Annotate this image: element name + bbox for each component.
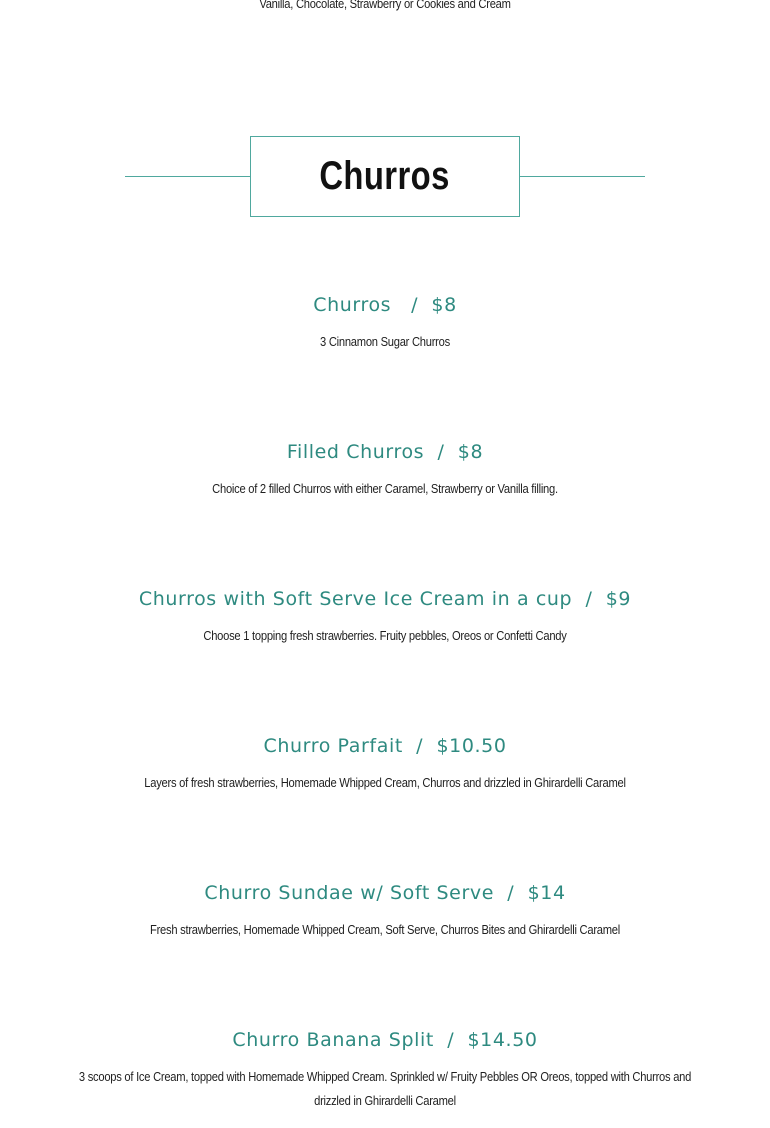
menu-item-description: [45, 1065, 724, 1113]
menu-item-description: Choice of 2 filled Churros with either Caramel, Strawberry or Vanilla filling.: [212, 481, 558, 496]
menu-item-description: Fresh strawberries, Homemade Whipped Cream, Soft Serve, Churros Bites and Ghirardelli Caramel: [150, 922, 620, 937]
menu-item-name: Churro Sundae w/ Soft Serve: [204, 882, 495, 904]
menu-item-title: [0, 733, 770, 759]
menu-item-name: Churros: [313, 294, 392, 316]
menu-item-churros: [0, 292, 770, 354]
price-separator: /: [424, 441, 458, 463]
menu-item-churro-sundae: [0, 880, 770, 942]
price-separator: /: [494, 882, 528, 904]
menu-item-description-line: 3 scoops of Ice Cream, topped with Homemade Whipped Cream. Sprinkled w/ Fruity Pebbles OR Oreos, topped with Churros and: [78, 1069, 692, 1084]
price-separator: /: [391, 294, 432, 316]
menu-item-name: Churro Banana Split: [232, 1029, 434, 1051]
header-rule-left: [125, 176, 250, 177]
menu-item-description: Layers of fresh strawberries, Homemade Whipped Cream, Churros and drizzled in Ghirardelli Caramel: [144, 775, 626, 790]
price-separator: /: [572, 588, 606, 610]
menu-item-price: $9: [605, 588, 632, 610]
menu-item-title: [0, 439, 770, 465]
menu-item-churro-parfait: [0, 733, 770, 795]
menu-item-price: $8: [431, 294, 457, 316]
menu-item-price: $8: [457, 441, 484, 463]
menu-item-title: [0, 880, 770, 906]
menu-item-churros-soft-serve-cup: [0, 586, 770, 648]
menu-item-price: $10.50: [436, 735, 507, 757]
menu-item-title: [0, 586, 770, 612]
menu-item-name: Churro Parfait: [263, 735, 403, 757]
price-separator: /: [402, 735, 437, 757]
menu-item-title: [0, 1027, 770, 1053]
header-rule-right: [520, 176, 645, 177]
menu-item-churro-banana-split: [0, 1027, 770, 1113]
menu-item-name: Churros with Soft Serve Ice Cream in a cup: [138, 588, 573, 610]
menu-item-description: Choose 1 topping fresh strawberries. Fruity pebbles, Oreos or Confetti Candy: [203, 628, 567, 643]
section-title: Churros: [319, 154, 451, 198]
menu-item-name: Filled Churros: [286, 441, 425, 463]
section-header: [125, 136, 645, 217]
menu-item-title: [0, 292, 770, 318]
menu-item-description-line: drizzled in Ghirardelli Caramel: [314, 1093, 456, 1108]
menu-item-price: $14: [527, 882, 566, 904]
previous-item-description: Vanilla, Chocolate, Strawberry or Cookies and Cream: [259, 0, 511, 11]
menu-item-filled-churros: [0, 439, 770, 501]
section-title-box: [250, 136, 520, 217]
price-separator: /: [433, 1029, 468, 1051]
menu-item-price: $14.50: [467, 1029, 538, 1051]
menu-item-description: 3 Cinnamon Sugar Churros: [320, 334, 450, 349]
